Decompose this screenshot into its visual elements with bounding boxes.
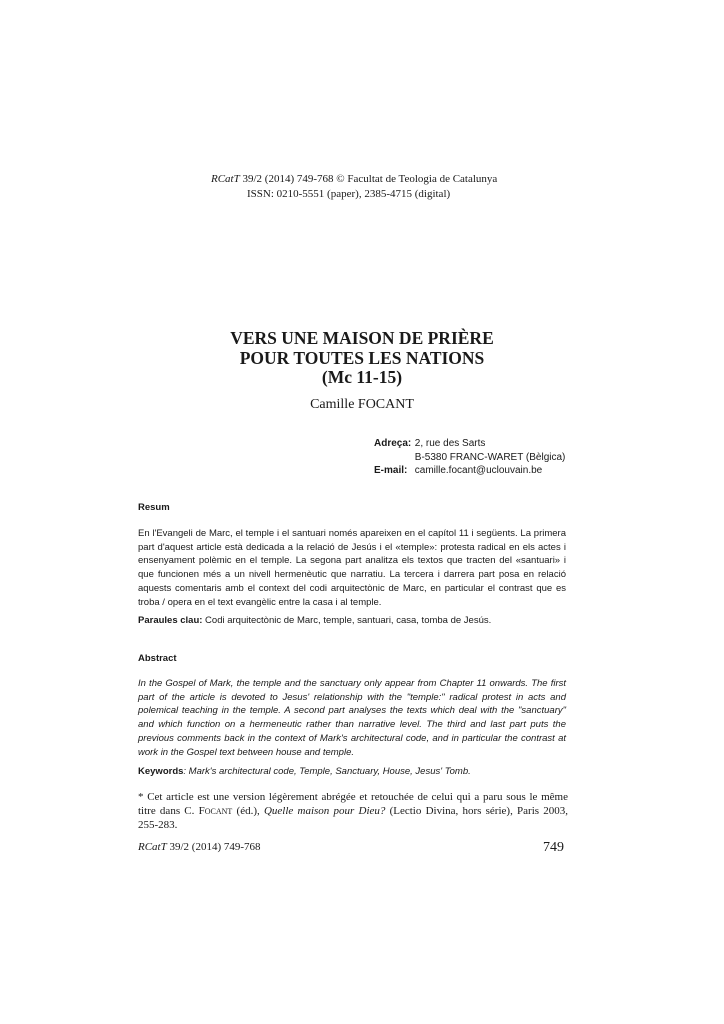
footer-citation-rest: 39/2 (2014) 749-768 bbox=[166, 841, 261, 853]
footer-journal-name: RCatT bbox=[138, 841, 167, 853]
abstract-text: In the Gospel of Mark, the temple and the sanctuary only appear from Chapter 11 onwards. The first part of the article is devoted to Jesus' relationship with the "temple:" radical protest in acts and polemical teaching in the temple. A second part analyses the texts which deal with the "sanctuary" and which function on a hermeneutic rather than narrative level. The third and last part puts the previous comments back in the context of Mark's architectural code, and in particular the contrast at work in the Gospel text between house and temple. bbox=[138, 678, 566, 758]
title-line-2: POUR TOUTES LES NATIONS bbox=[239, 347, 485, 368]
journal-citation-rest: 39/2 (2014) 749-768 © Facultat de Teologia de Catalunya bbox=[239, 173, 498, 185]
abstract-keywords-text: : Mark's architectural code, Temple, Sanctuary, House, Jesus' Tomb. bbox=[183, 766, 471, 777]
abstract-heading: Abstract bbox=[138, 653, 177, 664]
author-address bbox=[374, 437, 565, 478]
email-label: E-mail: bbox=[374, 465, 408, 476]
footnote bbox=[138, 790, 568, 832]
email-address[interactable]: camille.focant@uclouvain.be bbox=[414, 465, 543, 476]
abstract-keywords bbox=[138, 765, 566, 779]
resum-keywords bbox=[138, 614, 566, 628]
journal-name: RCatT bbox=[211, 173, 240, 185]
resum-keywords-text: Codi arquitectònic de Marc, temple, santuari, casa, tomba de Jesús. bbox=[202, 615, 492, 626]
resum-heading: Resum bbox=[138, 502, 170, 513]
article-title bbox=[0, 329, 724, 388]
issn-line: ISSN: 0210-5551 (paper), 2385-4715 (digital) bbox=[247, 188, 451, 200]
resum-keywords-label: Paraules clau: bbox=[138, 615, 203, 626]
title-line-3: (Mc 11-15) bbox=[321, 367, 403, 387]
author-name: Camille FOCANT bbox=[310, 397, 414, 412]
footnote-book-title: Quelle maison pour Dieu? bbox=[263, 805, 386, 817]
footnote-text-3: (Lectio Divina, hors série), Paris 2003, 255-283. bbox=[138, 805, 569, 831]
footnote-text-1: * Cet article est une version légèrement abrégée et retouchée de celui qui a paru sous le même titre dans C. bbox=[138, 791, 568, 817]
footnote-name: Focant bbox=[198, 805, 233, 817]
journal-citation bbox=[211, 173, 497, 185]
address-line-1: 2, rue des Sarts bbox=[414, 438, 486, 449]
footer-citation bbox=[138, 841, 261, 853]
abstract-keywords-label: Keywords bbox=[138, 766, 184, 777]
address-label: Adreça: bbox=[374, 438, 412, 449]
title-line-1: VERS UNE MAISON DE PRIÈRE bbox=[230, 328, 494, 348]
page-number: 749 bbox=[543, 840, 564, 855]
footnote-text-2: (éd.), bbox=[232, 805, 264, 817]
resum-text: En l'Evangeli de Marc, el temple i el santuari només apareixen en el capítol 11 i següents. La primera part d'aquest article està dedicada a la relació de Jesús i el «temple»: protesta radical en els actes i ensenyament polèmic en el temple. La segona part analitza els textos que tracten del «santuari» i que funcionen més a un nivell hermenèutic que narratiu. La tercera i darrera part posa en relació aquests comentaris amb el context del codi arquitectònic de Marc, en particular el contrast que es troba / opera en el text evangèlic entre la casa i al temple. bbox=[138, 528, 566, 608]
address-line-2: B-5380 FRANC-WARET (Bèlgica) bbox=[414, 451, 566, 463]
